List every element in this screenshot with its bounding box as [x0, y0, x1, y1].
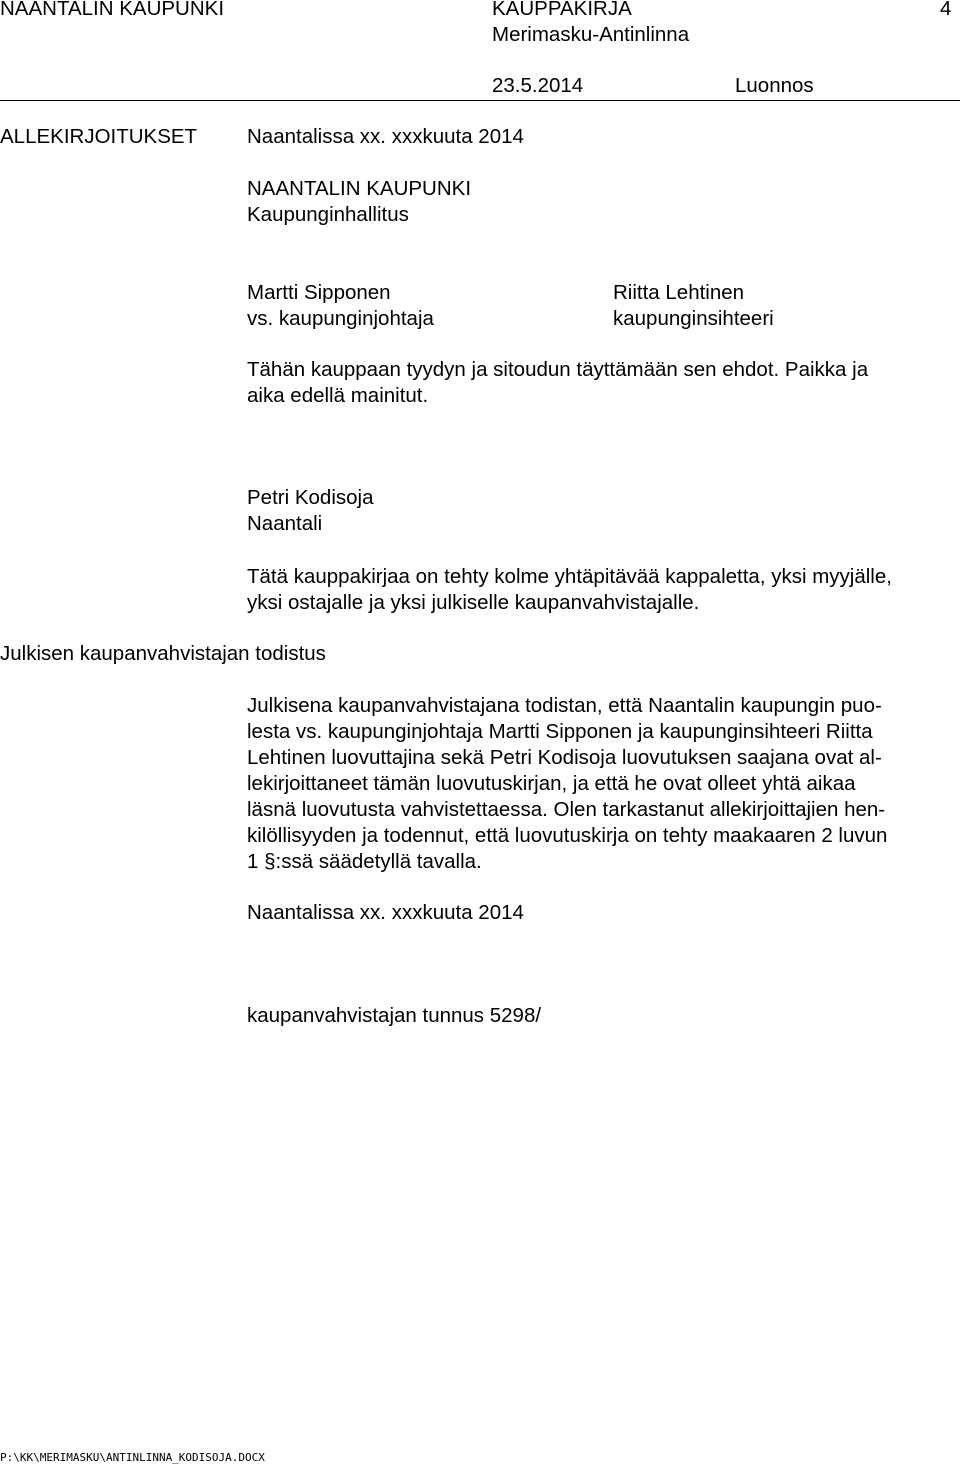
document-type: KAUPPAKIRJA: [492, 0, 632, 20]
signer2-name: Riitta Lehtinen: [613, 281, 745, 304]
paragraph-line: 1 §:ssä säädetyllä tavalla.: [247, 850, 482, 873]
signer1-name: Martti Sipponen: [247, 281, 391, 304]
notary-place-date: Naantalissa xx. xxxkuuta 2014: [247, 901, 524, 924]
header-divider: [0, 100, 960, 101]
paragraph-line: Tähän kauppaan tyydyn ja sitoudun täyttämään sen ehdot. Paikka ja: [247, 358, 869, 381]
paragraph-line: Tätä kauppakirjaa on tehty kolme yhtäpitävää kappaletta, yksi myyjälle,: [247, 565, 892, 588]
signer2-title: kaupunginsihteeri: [613, 307, 774, 330]
document-date: 23.5.2014: [492, 74, 584, 97]
signatures-place-date: Naantalissa xx. xxxkuuta 2014: [247, 125, 524, 148]
paragraph-line: läsnä luovutusta vahvistettaessa. Olen tarkastanut allekirjoittajien hen-: [247, 798, 886, 821]
page-number: 4: [940, 0, 952, 20]
organization-body: Kaupunginhallitus: [247, 203, 409, 226]
paragraph-line: Lehtinen luovuttajina sekä Petri Kodisoja luovutuksen saajana ovat al-: [247, 746, 882, 769]
paragraph-line: yksi ostajalle ja yksi julkiselle kaupanvahvistajalle.: [247, 591, 700, 614]
paragraph-line: lekirjoittaneet tämän luovutuskirjan, ja että he ovat olleet yhtä aikaa: [247, 772, 856, 795]
paragraph-line: kilöllisyyden ja todennut, että luovutuskirja on tehty maakaaren 2 luvun: [247, 824, 888, 847]
notary-statement: [247, 693, 952, 875]
paragraph-line: aika edellä mainitut.: [247, 384, 429, 407]
notary-id: kaupanvahvistajan tunnus 5298/: [247, 1004, 542, 1027]
signatures-section-label: ALLEKIRJOITUKSET: [0, 125, 198, 148]
buyer-city: Naantali: [247, 512, 323, 535]
document-subtitle: Merimasku-Antinlinna: [492, 23, 690, 46]
copies-paragraph: [247, 564, 952, 616]
file-path: P:\KK\MERIMASKU\ANTINLINNA_KODISOJA.DOCX: [0, 1451, 265, 1464]
notary-section-label: Julkisen kaupanvahvistajan todistus: [0, 642, 326, 665]
paragraph-line: Julkisena kaupanvahvistajana todistan, että Naantalin kaupungin puo-: [247, 694, 882, 717]
commitment-paragraph: [247, 357, 952, 409]
buyer-name: Petri Kodisoja: [247, 486, 374, 509]
organization-name: NAANTALIN KAUPUNKI: [247, 177, 472, 200]
document-status: Luonnos: [735, 74, 814, 97]
signer1-title: vs. kaupunginjohtaja: [247, 307, 434, 330]
paragraph-line: lesta vs. kaupunginjohtaja Martti Sipponen ja kaupunginsihteeri Riitta: [247, 720, 873, 743]
header-city: NAANTALIN KAUPUNKI: [0, 0, 225, 20]
